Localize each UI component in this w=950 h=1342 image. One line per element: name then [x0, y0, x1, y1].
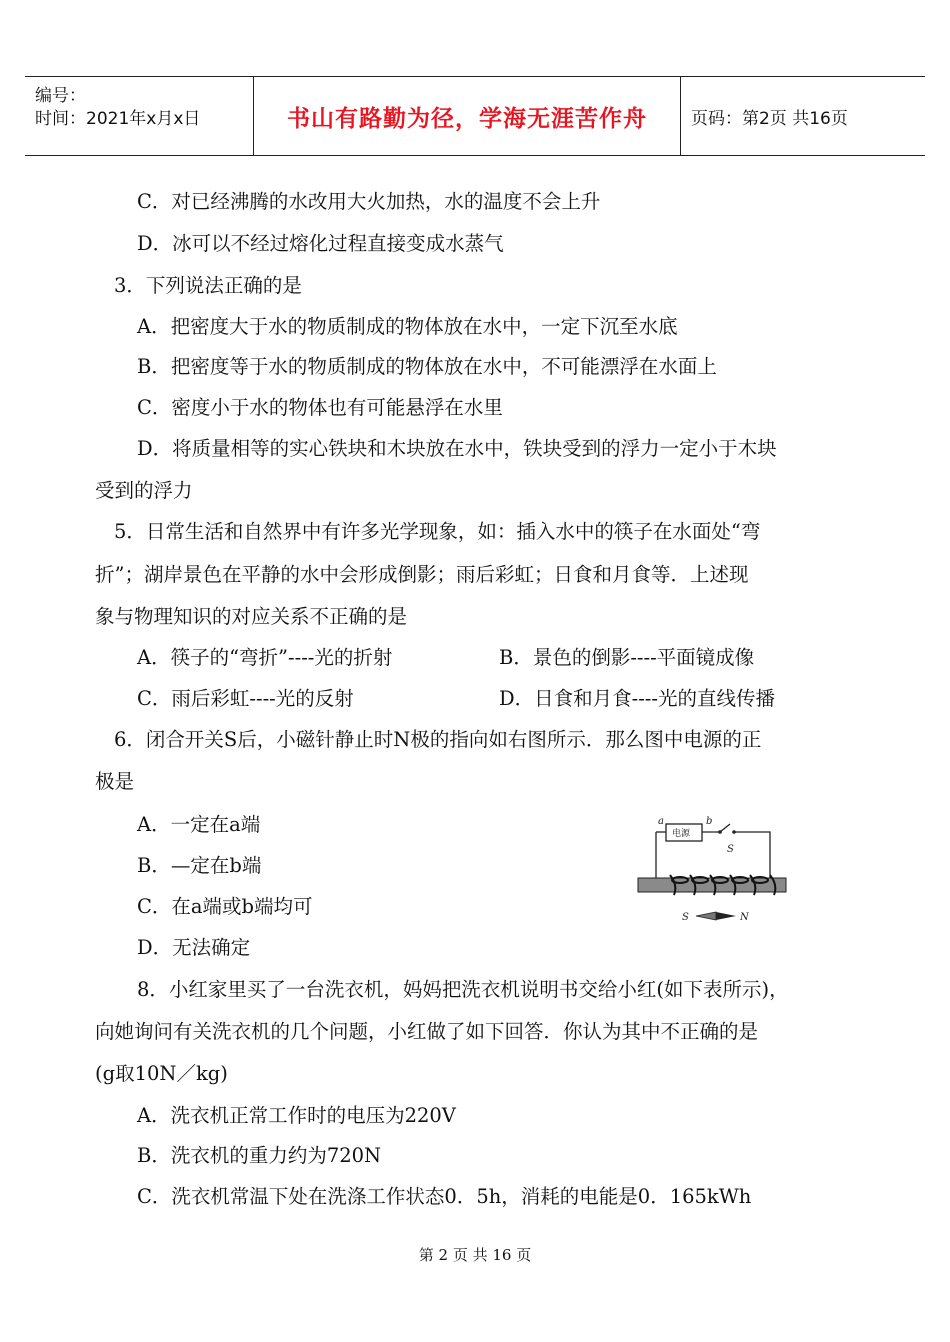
power-source-label: 电源 — [672, 829, 691, 839]
question-line: 5．日常生活和自然界中有许多光学现象，如：插入水中的筷子在水面处“弯 — [114, 520, 761, 543]
switch-label: S — [727, 844, 734, 855]
option-line: B．把密度等于水的物质制成的物体放在水中，不可能漂浮在水面上 — [137, 355, 717, 378]
option-line: B．景色的倒影----平面镜成像 — [499, 646, 755, 669]
circuit-diagram — [630, 810, 790, 935]
document-number-label: 编号： — [35, 86, 86, 106]
option-line: B．—定在b端 — [137, 854, 262, 877]
option-line: C．洗衣机常温下处在洗涤工作状态0．5h，消耗的电能是0．165kWh — [137, 1185, 752, 1208]
question-line-continued: 折”；湖岸景色在平静的水中会形成倒影；雨后彩虹；日食和月食等．上述现 — [95, 563, 749, 586]
question-line-continued: 向她询问有关洗衣机的几个问题，小红做了如下回答．你认为其中不正确的是 — [95, 1020, 759, 1043]
option-line: D．日食和月食----光的直线传播 — [499, 687, 775, 710]
page-footer: 第 2 页 共 16 页 — [418, 1246, 532, 1264]
header-page-cell — [681, 77, 935, 155]
page-header — [25, 76, 925, 156]
pole-s-label: S — [682, 912, 689, 923]
header-motto-cell — [253, 77, 681, 155]
option-line: A．筷子的“弯折”----光的折射 — [137, 646, 393, 669]
option-line: A．洗衣机正常工作时的电压为220V — [137, 1104, 456, 1127]
option-line-continued: 受到的浮力 — [95, 479, 193, 502]
option-line: B．洗衣机的重力约为720N — [137, 1144, 382, 1167]
question-line: 8．小红家里买了一台洗衣机，妈妈把洗衣机说明书交给小红(如下表所示)， — [137, 978, 789, 1001]
pole-n-label: N — [740, 912, 749, 923]
option-line: D．无法确定 — [137, 936, 251, 959]
page-info: 页码：第2页 共16页 — [691, 108, 848, 129]
option-line: C．雨后彩虹----光的反射 — [137, 687, 354, 710]
label-a: a — [658, 816, 664, 827]
question-line-continued: 极是 — [95, 770, 135, 793]
option-line: A．把密度大于水的物质制成的物体放在水中，一定下沉至水底 — [137, 315, 678, 338]
motto-text: 书山有路勤为径，学海无涯苦作舟 — [287, 105, 647, 132]
document-time-label: 时间：2021年x月x日 — [35, 109, 201, 129]
option-line: D．冰可以不经过熔化过程直接变成水蒸气 — [137, 232, 504, 255]
question-line-continued: 象与物理知识的对应关系不正确的是 — [95, 605, 408, 628]
header-info-cell — [25, 77, 253, 155]
option-line: A．一定在a端 — [137, 813, 261, 836]
question-line: 6．闭合开关S后，小磁针静止时N极的指向如右图所示．那么图中电源的正 — [114, 728, 762, 751]
label-b: b — [706, 816, 713, 827]
question-line: 3．下列说法正确的是 — [114, 274, 302, 297]
option-line: C．对已经沸腾的水改用大火加热，水的温度不会上升 — [137, 190, 601, 213]
option-line: D．将质量相等的实心铁块和木块放在水中，铁块受到的浮力一定小于木块 — [137, 437, 777, 460]
option-line: C．密度小于水的物体也有可能悬浮在水里 — [137, 396, 503, 419]
circuit-svg — [630, 810, 790, 935]
option-line: C．在a端或b端均可 — [137, 895, 313, 918]
question-line-continued: (g取10N／kg) — [95, 1062, 228, 1085]
